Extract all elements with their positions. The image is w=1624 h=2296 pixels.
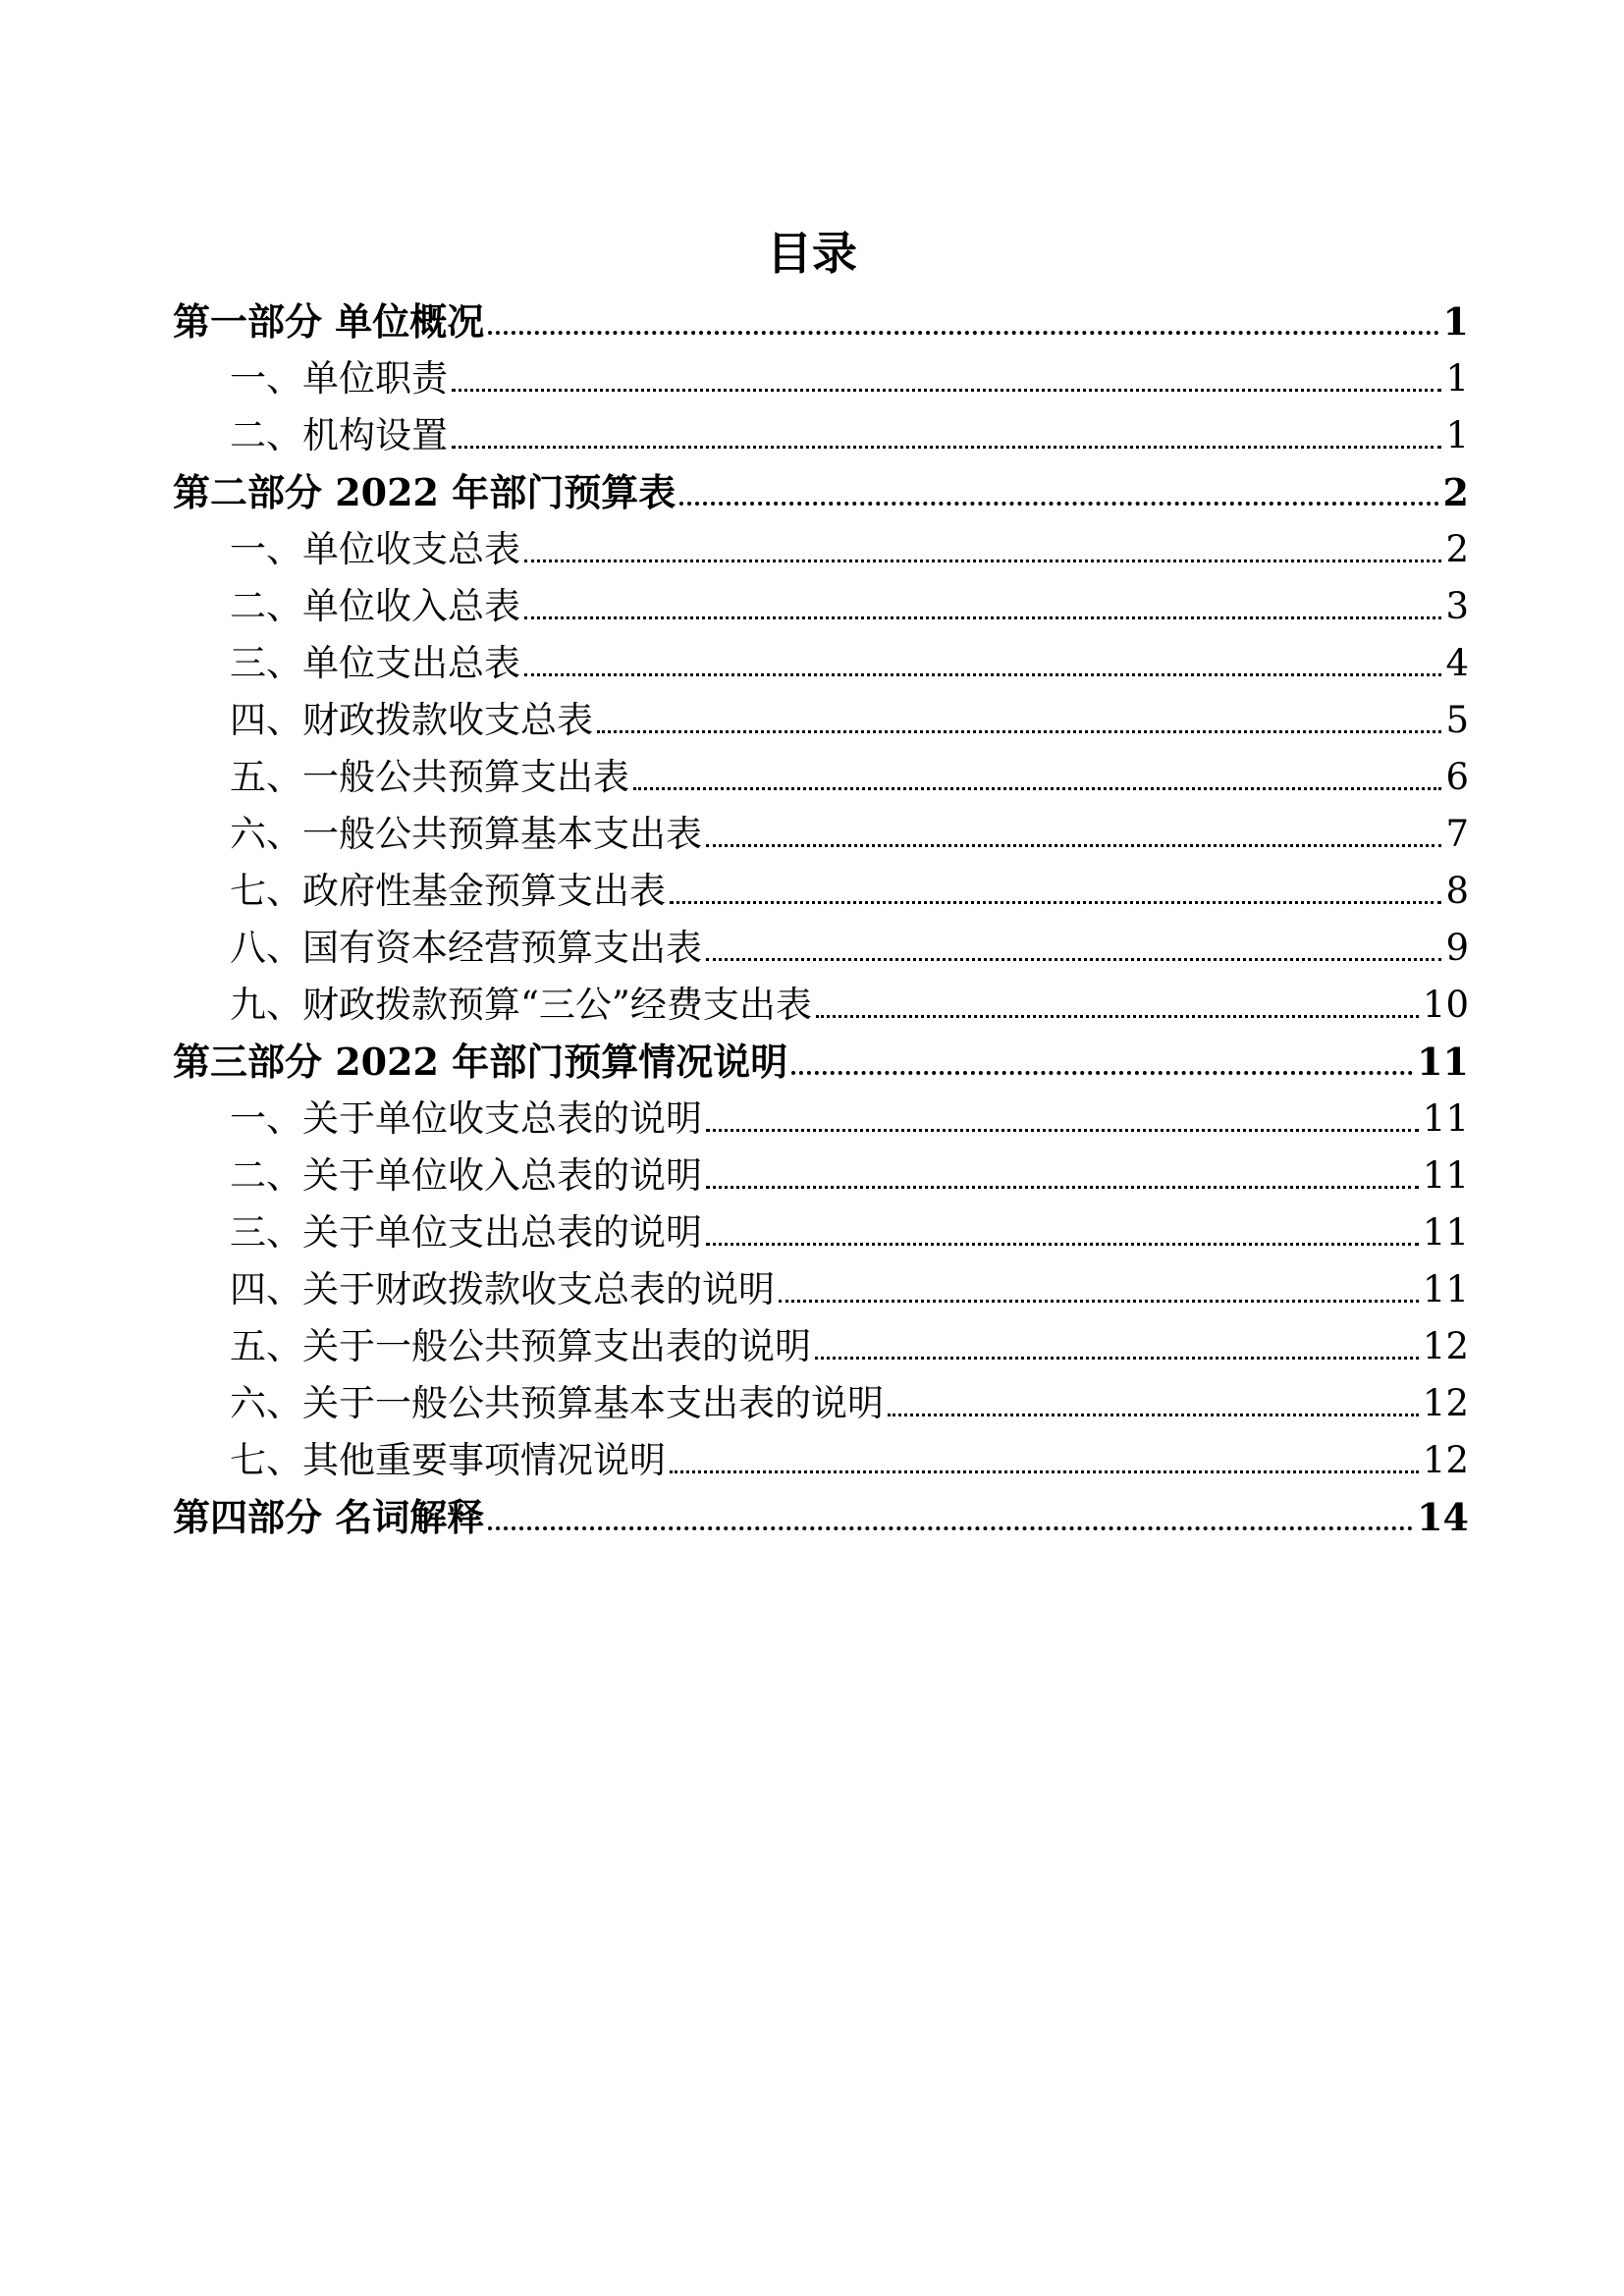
toc-entry-page: 5	[1445, 699, 1469, 741]
toc-dot-leader	[633, 787, 1441, 790]
toc-dot-leader	[706, 844, 1441, 847]
toc-entry[interactable]	[173, 859, 1469, 916]
toc-entry-text: 四、财政拨款收支总表	[230, 699, 593, 741]
toc-entry-text: 六、关于一般公共预算基本支出表的说明	[230, 1382, 884, 1424]
toc-dot-leader	[452, 446, 1441, 449]
toc-entry-text: 第三部分 2022 年部门预算情况说明	[173, 1040, 788, 1084]
toc-entry-text: 一、单位收支总表	[230, 528, 520, 570]
toc-entry[interactable]	[173, 688, 1469, 745]
toc-entry[interactable]	[173, 973, 1469, 1030]
toc-entry-page: 11	[1422, 1211, 1469, 1254]
toc-entry-page: 11	[1417, 1040, 1469, 1084]
toc-dot-leader	[888, 1414, 1419, 1416]
toc-dot-leader	[706, 1243, 1419, 1246]
toc-entry[interactable]	[173, 1485, 1469, 1542]
toc-entry-page: 8	[1445, 870, 1469, 912]
toc-dot-leader	[670, 1470, 1419, 1473]
toc-entry-page: 14	[1417, 1495, 1469, 1539]
toc-entry-text: 二、关于单位收入总表的说明	[230, 1154, 702, 1197]
toc-dot-leader	[791, 1071, 1413, 1075]
toc-dot-leader	[679, 502, 1438, 506]
toc-entry-page: 12	[1422, 1382, 1469, 1424]
toc-entry-page: 2	[1445, 528, 1469, 570]
toc-entry[interactable]	[173, 1087, 1469, 1144]
toc-entry-page: 9	[1445, 927, 1469, 969]
page-title: 目录	[767, 227, 857, 280]
toc-entry[interactable]	[173, 1257, 1469, 1314]
toc-entry[interactable]	[173, 290, 1469, 347]
toc-entry[interactable]	[173, 1428, 1469, 1485]
toc-entry-text: 第二部分 2022 年部门预算表	[173, 470, 677, 514]
toc-entry-page: 11	[1422, 1154, 1469, 1197]
toc-entry-page: 11	[1422, 1097, 1469, 1140]
toc-dot-leader	[597, 730, 1441, 733]
toc-entry[interactable]	[173, 1201, 1469, 1257]
toc-dot-leader	[779, 1300, 1419, 1303]
toc-entry-text: 二、机构设置	[230, 414, 448, 456]
toc-entry-page: 2	[1442, 470, 1469, 514]
toc-dot-leader	[524, 616, 1441, 619]
toc-entry[interactable]	[173, 1314, 1469, 1371]
table-of-contents	[173, 290, 1469, 1542]
toc-entry-page: 11	[1422, 1268, 1469, 1310]
toc-entry[interactable]	[173, 802, 1469, 859]
toc-entry-text: 第四部分 名词解释	[173, 1495, 485, 1539]
toc-entry-page: 12	[1422, 1325, 1469, 1367]
toc-dot-leader	[452, 389, 1441, 392]
toc-entry-page: 4	[1445, 642, 1469, 684]
toc-dot-leader	[706, 958, 1441, 961]
toc-entry-page: 1	[1445, 414, 1469, 456]
toc-entry-page: 6	[1445, 756, 1469, 798]
toc-entry-text: 七、其他重要事项情况说明	[230, 1439, 666, 1481]
toc-dot-leader	[706, 1129, 1419, 1132]
toc-entry-text: 三、单位支出总表	[230, 642, 520, 684]
toc-entry[interactable]	[173, 1371, 1469, 1428]
toc-entry-text: 一、单位职责	[230, 357, 448, 400]
toc-entry[interactable]	[173, 574, 1469, 631]
toc-entry-page: 12	[1422, 1439, 1469, 1481]
toc-entry-text: 第一部分 单位概况	[173, 299, 485, 344]
toc-entry[interactable]	[173, 517, 1469, 574]
toc-entry[interactable]	[173, 1144, 1469, 1201]
toc-entry[interactable]	[173, 631, 1469, 688]
toc-dot-leader	[706, 1186, 1419, 1189]
toc-entry-text: 七、政府性基金预算支出表	[230, 870, 666, 912]
toc-entry[interactable]	[173, 347, 1469, 403]
toc-dot-leader	[815, 1357, 1419, 1360]
toc-entry[interactable]	[173, 403, 1469, 460]
toc-dot-leader	[670, 901, 1441, 904]
toc-entry[interactable]	[173, 745, 1469, 802]
toc-entry-text: 四、关于财政拨款收支总表的说明	[230, 1268, 775, 1310]
toc-entry-page: 3	[1445, 585, 1469, 627]
toc-entry[interactable]	[173, 916, 1469, 973]
toc-entry-page: 1	[1445, 357, 1469, 400]
toc-entry-text: 二、单位收入总表	[230, 585, 520, 627]
toc-entry-page: 1	[1442, 299, 1469, 344]
toc-dot-leader	[488, 1526, 1413, 1530]
toc-entry[interactable]	[173, 460, 1469, 517]
toc-dot-leader	[816, 1015, 1419, 1018]
toc-dot-leader	[524, 560, 1441, 562]
toc-entry-text: 一、关于单位收支总表的说明	[230, 1097, 702, 1140]
toc-entry-text: 九、财政拨款预算“三公”经费支出表	[230, 984, 812, 1026]
toc-entry-page: 10	[1422, 984, 1469, 1026]
toc-entry-text: 五、关于一般公共预算支出表的说明	[230, 1325, 811, 1367]
toc-entry-text: 五、一般公共预算支出表	[230, 756, 629, 798]
toc-entry-text: 八、国有资本经营预算支出表	[230, 927, 702, 969]
toc-entry-text: 六、一般公共预算基本支出表	[230, 813, 702, 855]
toc-dot-leader	[524, 673, 1441, 676]
toc-dot-leader	[488, 331, 1438, 335]
toc-entry[interactable]	[173, 1030, 1469, 1087]
toc-entry-text: 三、关于单位支出总表的说明	[230, 1211, 702, 1254]
toc-entry-page: 7	[1445, 813, 1469, 855]
